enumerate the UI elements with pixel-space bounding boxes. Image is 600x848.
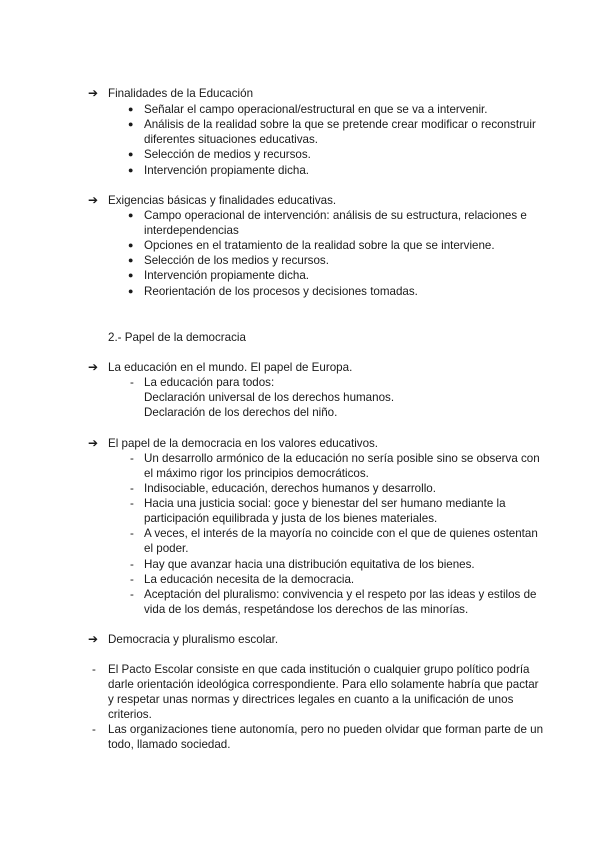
dash-bullet-icon: - bbox=[92, 723, 96, 736]
list-item: Un desarrollo armónico de la educación no sería posible sino se observa con bbox=[144, 452, 540, 465]
dash-bullet-icon: - bbox=[130, 588, 134, 601]
list-item: Hay que avanzar hacia una distribución equitativa de los bienes. bbox=[144, 558, 475, 571]
list-item: Reorientación de los procesos y decisiones tomadas. bbox=[144, 285, 418, 298]
arrow-bullet-icon: ➔ bbox=[88, 193, 99, 207]
list-item-continuation: el máximo rigor los principios democráticos. bbox=[144, 467, 369, 480]
list-item-continuation: Declaración de los derechos del niño. bbox=[144, 406, 338, 419]
list-item: Selección de los medios y recursos. bbox=[144, 254, 329, 267]
list-item: Campo operacional de intervención: análisis de su estructura, relaciones e bbox=[144, 209, 527, 222]
list-item: A veces, el interés de la mayoría no coincide con el que de quienes ostentan bbox=[144, 527, 538, 540]
section-title: La educación en el mundo. El papel de Europa. bbox=[108, 361, 353, 374]
list-item: Análisis de la realidad sobre la que se pretende crear modificar o reconstruir bbox=[144, 118, 536, 131]
list-item: Indisociable, educación, derechos humanos y desarrollo. bbox=[144, 482, 436, 495]
section-title: El papel de la democracia en los valores educativos. bbox=[108, 437, 379, 450]
list-item: Intervención propiamente dicha. bbox=[144, 164, 309, 177]
paragraph-line: El Pacto Escolar consiste en que cada institución o cualquier grupo político podría bbox=[108, 663, 530, 676]
dash-bullet-icon: - bbox=[130, 558, 134, 571]
list-item: Hacia una justicia social: goce y bienestar del ser humano mediante la bbox=[144, 497, 506, 510]
bullet-icon: ● bbox=[128, 210, 134, 220]
section-heading: 2.- Papel de la democracia bbox=[108, 331, 246, 344]
arrow-bullet-icon: ➔ bbox=[88, 360, 99, 374]
paragraph-line: todo, llamado sociedad. bbox=[108, 738, 231, 751]
bullet-icon: ● bbox=[128, 165, 134, 175]
bullet-icon: ● bbox=[128, 255, 134, 265]
dash-bullet-icon: - bbox=[130, 497, 134, 510]
section-title: Exigencias básicas y finalidades educativas. bbox=[108, 194, 337, 207]
bullet-icon: ● bbox=[128, 240, 134, 250]
bullet-icon: ● bbox=[128, 149, 134, 159]
dash-bullet-icon: - bbox=[130, 573, 134, 586]
list-item-continuation: participación equilibrada y justa de los bienes materiales. bbox=[144, 512, 438, 525]
arrow-bullet-icon: ➔ bbox=[88, 632, 99, 646]
list-item: La educación para todos: bbox=[144, 376, 275, 389]
bullet-icon: ● bbox=[128, 119, 134, 129]
list-item: Selección de medios y recursos. bbox=[144, 148, 311, 161]
bullet-icon: ● bbox=[128, 270, 134, 280]
dash-bullet-icon: - bbox=[130, 482, 134, 495]
bullet-icon: ● bbox=[128, 286, 134, 296]
dash-bullet-icon: - bbox=[130, 376, 134, 389]
list-item-continuation: diferentes situaciones educativas. bbox=[144, 133, 319, 146]
paragraph-line: Las organizaciones tiene autonomía, pero no pueden olvidar que forman parte de un bbox=[108, 723, 544, 736]
list-item-continuation: el poder. bbox=[144, 542, 189, 555]
list-item-continuation: interdependencias bbox=[144, 224, 239, 237]
list-item: Aceptación del pluralismo: convivencia y el respeto por las ideas y estilos de bbox=[144, 588, 537, 601]
list-item: Intervención propiamente dicha. bbox=[144, 269, 309, 282]
list-item: La educación necesita de la democracia. bbox=[144, 573, 355, 586]
arrow-bullet-icon: ➔ bbox=[88, 86, 99, 100]
arrow-bullet-icon: ➔ bbox=[88, 436, 99, 450]
list-item-continuation: vida de los demás, respetándose los derechos de las minorías. bbox=[144, 603, 469, 616]
paragraph-line: darle orientación ideológica correspondiente. Para ello solamente habría que pactar bbox=[108, 678, 539, 691]
dash-bullet-icon: - bbox=[92, 663, 96, 676]
list-item: Opciones en el tratamiento de la realidad sobre la que se interviene. bbox=[144, 239, 495, 252]
dash-bullet-icon: - bbox=[130, 527, 134, 540]
list-item-continuation: Declaración universal de los derechos humanos. bbox=[144, 391, 395, 404]
section-title: Finalidades de la Educación bbox=[108, 87, 254, 100]
paragraph-line: criterios. bbox=[108, 708, 152, 721]
dash-bullet-icon: - bbox=[130, 452, 134, 465]
paragraph-line: y respetar unas normas y directrices legales en cuanto a la unificación de unos bbox=[108, 693, 514, 706]
bullet-icon: ● bbox=[128, 104, 134, 114]
list-item: Señalar el campo operacional/estructural en que se va a intervenir. bbox=[144, 103, 488, 116]
section-title: Democracia y pluralismo escolar. bbox=[108, 633, 279, 646]
